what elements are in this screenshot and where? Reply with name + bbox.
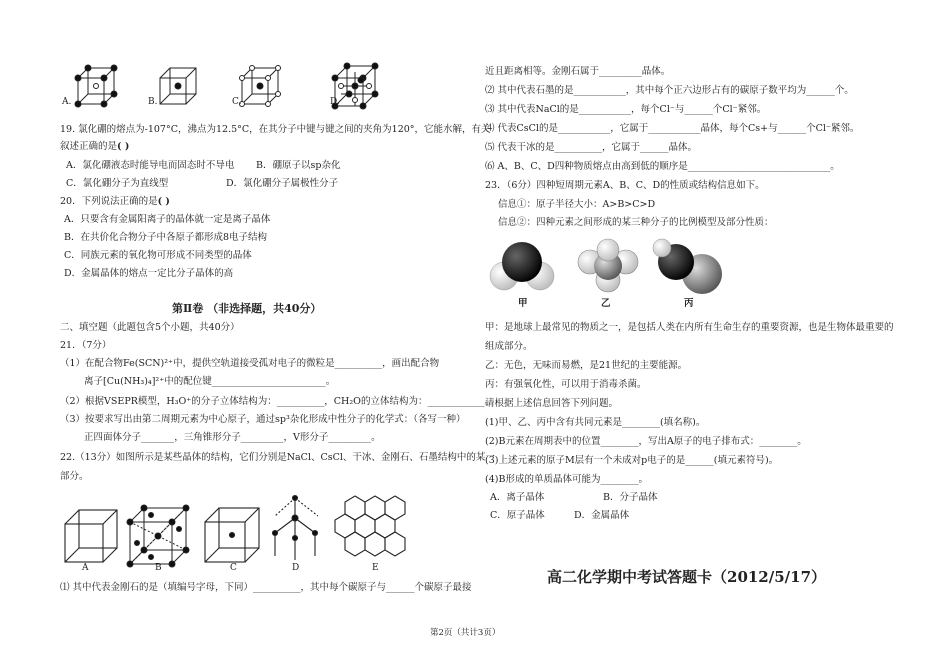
q20-option-b: B．在共价化合物分子中各原子都形成8电子结构 bbox=[64, 232, 268, 243]
q22-r1: 近且距离相等。金刚石属于_________晶体。 bbox=[485, 66, 671, 77]
q21-line5: 正四面体分子_______，三角锥形分子_________，V形分子_________。 bbox=[84, 432, 381, 443]
q23-a3: (3)上述元素的原子M层有一个未成对p电子的是______(填元素符号)。 bbox=[485, 455, 779, 466]
q19-option-c: C．氯化硼分子为直线型 bbox=[66, 178, 169, 189]
q19-option-d: D．氯化硼分子属极性分子 bbox=[226, 178, 339, 189]
section-2-title: 第Ⅱ卷 （非选择题，共40分） bbox=[172, 302, 322, 315]
crystal-a-label: A. bbox=[62, 97, 72, 107]
model-bing bbox=[653, 239, 722, 294]
yi-desc: 乙：无色，无味而易燃，是21世纪的主要能源。 bbox=[485, 360, 688, 371]
q22-fig-d-label: D bbox=[292, 563, 300, 573]
q22-line1: 22.（13分）如图所示是某些晶体的结构，它们分别是NaCl、CsCl、干冰、金刚石、石墨结构中的某一 bbox=[60, 452, 495, 463]
q22-fig-c-label: C bbox=[230, 563, 237, 573]
q23-info1: 信息①：原子半径大小：A>B>C>D bbox=[498, 199, 656, 210]
q23-a4-option-c: C．原子晶体 bbox=[490, 510, 545, 521]
q22-r2: ⑵ 其中代表石墨的是___________，其中每个正六边形占有的碳原子数平均为______个。 bbox=[485, 85, 854, 96]
q22-line2: 部分。 bbox=[60, 471, 89, 482]
q23-a4: (4)B形成的单质晶体可能为________。 bbox=[485, 474, 648, 485]
answer-prompt: 请根据上述信息回答下列问题。 bbox=[485, 398, 619, 409]
model-bing-label: 丙 bbox=[684, 298, 694, 309]
crystal-b-label: B. bbox=[148, 97, 158, 107]
jia-desc-line1: 甲：是地球上最常见的物质之一，是包括人类在内所有生命生存的重要资源，也是生物体最重要的 bbox=[485, 322, 894, 333]
model-jia-label: 甲 bbox=[518, 298, 528, 309]
crystal-d-label: D. bbox=[330, 97, 340, 107]
molecule-models bbox=[490, 236, 750, 306]
q22-r5: ⑸ 代表干冰的是__________，它属于______晶体。 bbox=[485, 142, 698, 153]
fill-in-heading: 二、填空题（此题包含5个小题，共40分） bbox=[60, 322, 240, 333]
q23-stem: 23．（6分）四种短周期元素A、B、C、D的性质或结构信息如下。 bbox=[485, 180, 765, 191]
page-footer: 第2页（共计3页） bbox=[430, 628, 501, 638]
q22-fig-b bbox=[127, 505, 189, 567]
q22-fig-e bbox=[335, 496, 405, 556]
crystal-b-figure bbox=[160, 68, 196, 104]
q19-answer-bracket: ( ) bbox=[117, 141, 130, 152]
q23-a4-option-b: B．分子晶体 bbox=[603, 492, 658, 503]
q20-stem-text: 20．下列说法正确的是 bbox=[60, 196, 158, 207]
q22-fig-c bbox=[205, 508, 259, 562]
q22-r4: ⑷ 代表CsCl的是___________，它属于___________晶体，每个Cs+与______个Cl⁻紧邻。 bbox=[485, 123, 860, 134]
q22-fig-a bbox=[65, 510, 117, 562]
q21-line1: （1）在配合物Fe(SCN)²⁺中，提供空轨道接受孤对电子的微粒是__________，画出配合物 bbox=[60, 358, 440, 369]
q20-option-c: C．同族元素的氧化物可形成不同类型的晶体 bbox=[64, 250, 252, 261]
q22-sub1: ⑴ 其中代表金刚石的是（填编号字母，下同）__________，其中每个碳原子与______个碳原子最接 bbox=[60, 582, 472, 593]
q22-r3: ⑶ 其中代表NaCl的是___________，每个Cl⁻与______个Cl⁻紧邻。 bbox=[485, 104, 767, 115]
jia-desc-line2: 组成部分。 bbox=[485, 341, 533, 352]
bing-desc: 丙：有强氧化性，可以用于消毒杀菌。 bbox=[485, 379, 647, 390]
q22-fig-e-label: E bbox=[372, 563, 379, 573]
q20-stem bbox=[60, 196, 170, 207]
model-yi bbox=[578, 239, 638, 292]
q21-number: 21．（7分） bbox=[60, 340, 112, 351]
q23-a2: (2)B元素在周期表中的位置________，写出A原子的电子排布式：________。 bbox=[485, 436, 807, 447]
q22-fig-a-label: A bbox=[82, 563, 89, 573]
q22-crystal-figures bbox=[55, 490, 475, 580]
q20-option-a: A．只要含有金属阳离子的晶体就一定是离子晶体 bbox=[64, 214, 271, 225]
crystal-options-figure bbox=[60, 60, 360, 110]
model-yi-label: 乙 bbox=[601, 298, 611, 309]
crystal-c-label: C. bbox=[232, 97, 242, 107]
q23-info2: 信息②：四种元素之间形成的某三种分子的比例模型及部分性质： bbox=[498, 217, 774, 228]
q21-line3: （2）根据VSEPR模型，H₃O⁺的分子立体结构为：__________，CH₂O的立体结构为：____________。 bbox=[60, 396, 494, 407]
q23-a4-option-a: A．离子晶体 bbox=[490, 492, 545, 503]
q20-answer-bracket: ( ) bbox=[157, 196, 170, 207]
q19-option-b: B．硼原子以sp杂化 bbox=[256, 160, 341, 171]
q23-a1: (1)甲、乙、丙中含有共同元素是________(填名称)。 bbox=[485, 417, 706, 428]
q21-line4: （3）按要求写出由第二周期元素为中心原子，通过sp³杂化形成中性分子的化学式：（各写一种） bbox=[60, 414, 466, 425]
q22-r6: ⑹ A、B、C、D四种物质熔点由高到低的顺序是______________________________。 bbox=[485, 161, 840, 172]
q20-option-d: D．金属晶体的熔点一定比分子晶体的高 bbox=[64, 268, 234, 279]
q19-stem-line2 bbox=[60, 141, 129, 152]
crystal-c-figure bbox=[240, 66, 281, 107]
q21-line2: 离子[Cu(NH₃)₄]²⁺中的配位键________________________。 bbox=[84, 376, 336, 387]
crystal-a-figure bbox=[75, 65, 117, 107]
q19-stem-line1: 19. 氯化硼的熔点为-107°C，沸点为12.5°C，在其分子中键与键之间的夹角为120°，它能水解，有关 bbox=[60, 124, 491, 135]
q22-fig-b-label: B bbox=[155, 563, 162, 573]
answer-card-title: 高二化学期中考试答题卡（2012/5/17） bbox=[547, 568, 827, 586]
q22-fig-d bbox=[273, 496, 319, 561]
q23-a4-option-d: D．金属晶体 bbox=[574, 510, 630, 521]
model-jia bbox=[490, 242, 554, 290]
q19-option-a: A．氯化硼液态时能导电而固态时不导电 bbox=[66, 160, 235, 171]
q19-stem-text: 叙述正确的是 bbox=[60, 141, 118, 152]
